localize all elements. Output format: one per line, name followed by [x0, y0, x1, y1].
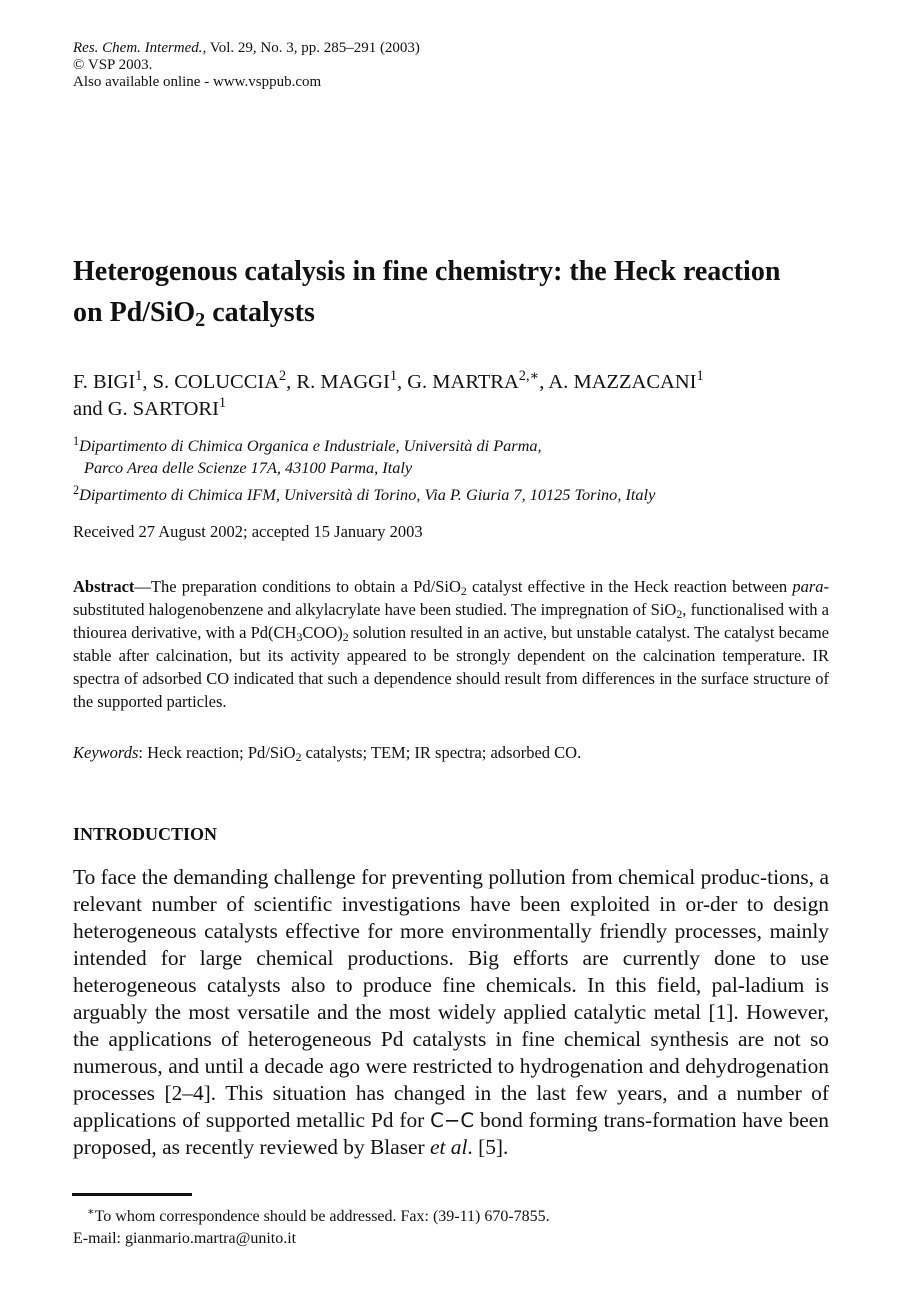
title-line-1: Heterogenous catalysis in fine chemistry: the Heck reaction: [73, 256, 781, 287]
section-heading: INTRODUCTION: [73, 824, 218, 844]
abstract: Abstract—The preparation conditions to obtain a Pd/SiO$_2$ catalyst effective in the Heck reaction between para-substituted halogenobenzene and alkylacrylate have been studied. The impregnation of SiO$_2$, functionalised with a thiourea derivative, with a $Pd(CH_3COO)_2$ solution resulted in an active, but unstable catalyst. The catalyst became stable after calcination, but its activity appeared to be strongly dependent on the calcination temperature. IR spectra of adsorbed CO indicated that such a dependence should result from differences in the surface structure of the supported particles.: [73, 577, 830, 711]
affiliation-mark: 2,∗: [518, 368, 540, 385]
affiliation-mark: 2: [279, 368, 287, 385]
affiliation-mark: 1: [389, 368, 397, 385]
authors-line-1: [73, 369, 853, 396]
affiliation-1-address: Parco Area delle Scienze 17A, 43100 Parma, Italy: [84, 458, 413, 478]
abstract-label: Abstract: [73, 577, 135, 596]
chemical-bond: C−C: [430, 1109, 475, 1132]
author: G. SARTORI: [107, 398, 219, 420]
received-dates: Received 27 August 2002; accepted 15 January 2003: [73, 522, 423, 541]
affiliation-2: $^2$Dipartimento di Chimica IFM, Università di Torino, Via P. Giuria 7, 10125 Torino, Italy: [73, 483, 656, 505]
affiliation-1: $^1$Dipartimento di Chimica Organica e Industriale, Università di Parma,: [73, 434, 542, 456]
author: F. BIGI$^1$,: [73, 368, 153, 393]
title-pd: on Pd: [73, 297, 143, 328]
author: S. COLUCCIA$^2$,: [152, 368, 297, 393]
footnote: [73, 1206, 550, 1250]
footnote-divider: [72, 1193, 192, 1196]
title-sio: SiO: [150, 297, 196, 328]
affiliations: [73, 430, 863, 506]
footnote-email: E-mail: gianmario.martra@unito.it: [73, 1230, 297, 1247]
author: R. MAGGI$^1$,: [296, 368, 408, 393]
journal-volume: , Vol. 29, No. 3, pp. 285–291 (2003): [202, 40, 420, 56]
authors-line-2: and G. SARTORI$^1$: [73, 395, 227, 420]
keywords: Keywords: Heck reaction; Pd/SiO$_2$ catalysts; TEM; IR spectra; adsorbed CO.: [73, 743, 582, 764]
title-line-2: [73, 292, 843, 333]
paper-title: [73, 251, 843, 333]
journal-name: Res. Chem. Intermed.: [73, 40, 203, 56]
journal-citation: [73, 40, 420, 57]
copyright: © VSP 2003.: [73, 57, 153, 73]
author: A. MAZZACANI$^1$: [548, 368, 704, 393]
author: G. $MARTRA^{2,∗}$,: [407, 368, 549, 393]
journal-header: [73, 40, 420, 91]
title-slash: /: [142, 297, 151, 328]
introduction-paragraph: To face the demanding challenge for preventing pollution from chemical produc-tions, a relevant number of scientific investigations have been exploited in or-der to design heterogeneous catalysts effective for more environmentally friendly processes, mainly intended for large chemical productions. Big efforts are currently done to use heterogeneous catalysts also to produce fine chemicals. In this field, pal-ladium is arguably the most versatile and the most widely applied catalytic metal [1]. However, the applications of heterogeneous Pd catalysts in fine chemical synthesis are not so numerous, and until a decade ago were restricted to hydrogenation and dehydrogenation processes [2–4]. This situation has changed in the last few years, and a number of applications of supported metallic Pd for C−C bond forming trans-formation have been proposed, as recently reviewed by Blaser et al. [5].: [73, 865, 829, 1159]
affiliation-mark: 1: [696, 368, 704, 385]
affiliation-mark: 1: [218, 395, 227, 412]
keywords-label: Keywords: [73, 743, 139, 762]
author-list: [73, 369, 853, 423]
title-subscript: 2: [195, 309, 206, 332]
online-availability: Also available online - www.vsppub.com: [73, 74, 322, 90]
footnote-correspondence: ∗To whom correspondence should be addressed. Fax: (39-11) 670-7855.: [87, 1205, 550, 1225]
affiliation-mark: 1: [135, 368, 143, 385]
title-catalysts: catalysts: [205, 297, 315, 328]
